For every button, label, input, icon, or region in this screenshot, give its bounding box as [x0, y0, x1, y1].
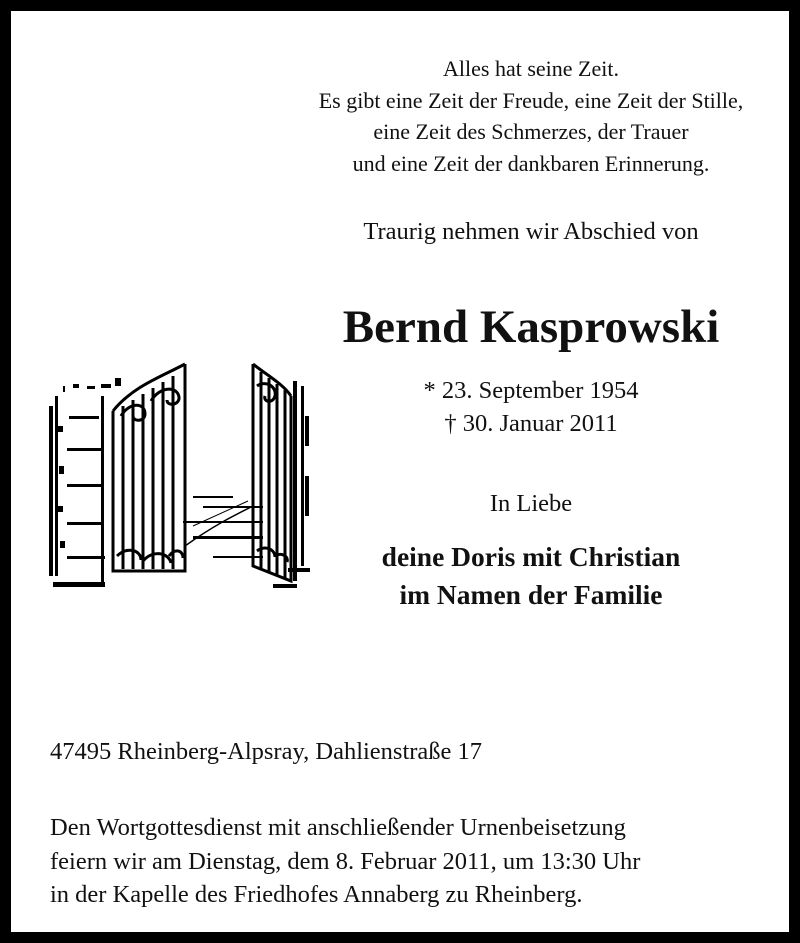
farewell-intro: Traurig nehmen wir Abschied von — [363, 218, 699, 245]
verse-line: Alles hat seine Zeit. — [443, 56, 619, 81]
service-line: feiern wir am Dienstag, dem 8. Februar 2011, um 13:30 Uhr — [50, 847, 641, 875]
verse-line: eine Zeit des Schmerzes, der Trauer — [373, 119, 689, 144]
deceased-name: Bernd Kasprowski — [342, 301, 720, 353]
mourners-line: im Namen der Familie — [399, 579, 663, 610]
birth-date: * 23. September 1954 — [423, 377, 639, 404]
life-dates — [341, 374, 721, 440]
closing-phrase: In Liebe — [489, 490, 573, 517]
death-date: † 30. Januar 2011 — [444, 410, 618, 437]
address-line: 47495 Rheinberg-Alpsray, Dahlienstraße 17 — [50, 738, 483, 765]
mourners-line: deine Doris mit Christian — [381, 541, 681, 572]
mourners — [301, 538, 761, 614]
service-line: Den Wortgottesdienst mit anschließender Urnenbeisetzung — [50, 814, 626, 841]
service-info — [50, 811, 640, 912]
verse-line: Es gibt eine Zeit der Freude, eine Zeit der Stille, — [318, 87, 744, 113]
verse-line: und eine Zeit der dankbaren Erinnerung. — [352, 150, 710, 176]
verse-block — [271, 53, 791, 179]
service-line: in der Kapelle des Friedhofes Annaberg zu Rheinberg. — [50, 881, 583, 908]
open-gate-icon — [43, 356, 313, 596]
